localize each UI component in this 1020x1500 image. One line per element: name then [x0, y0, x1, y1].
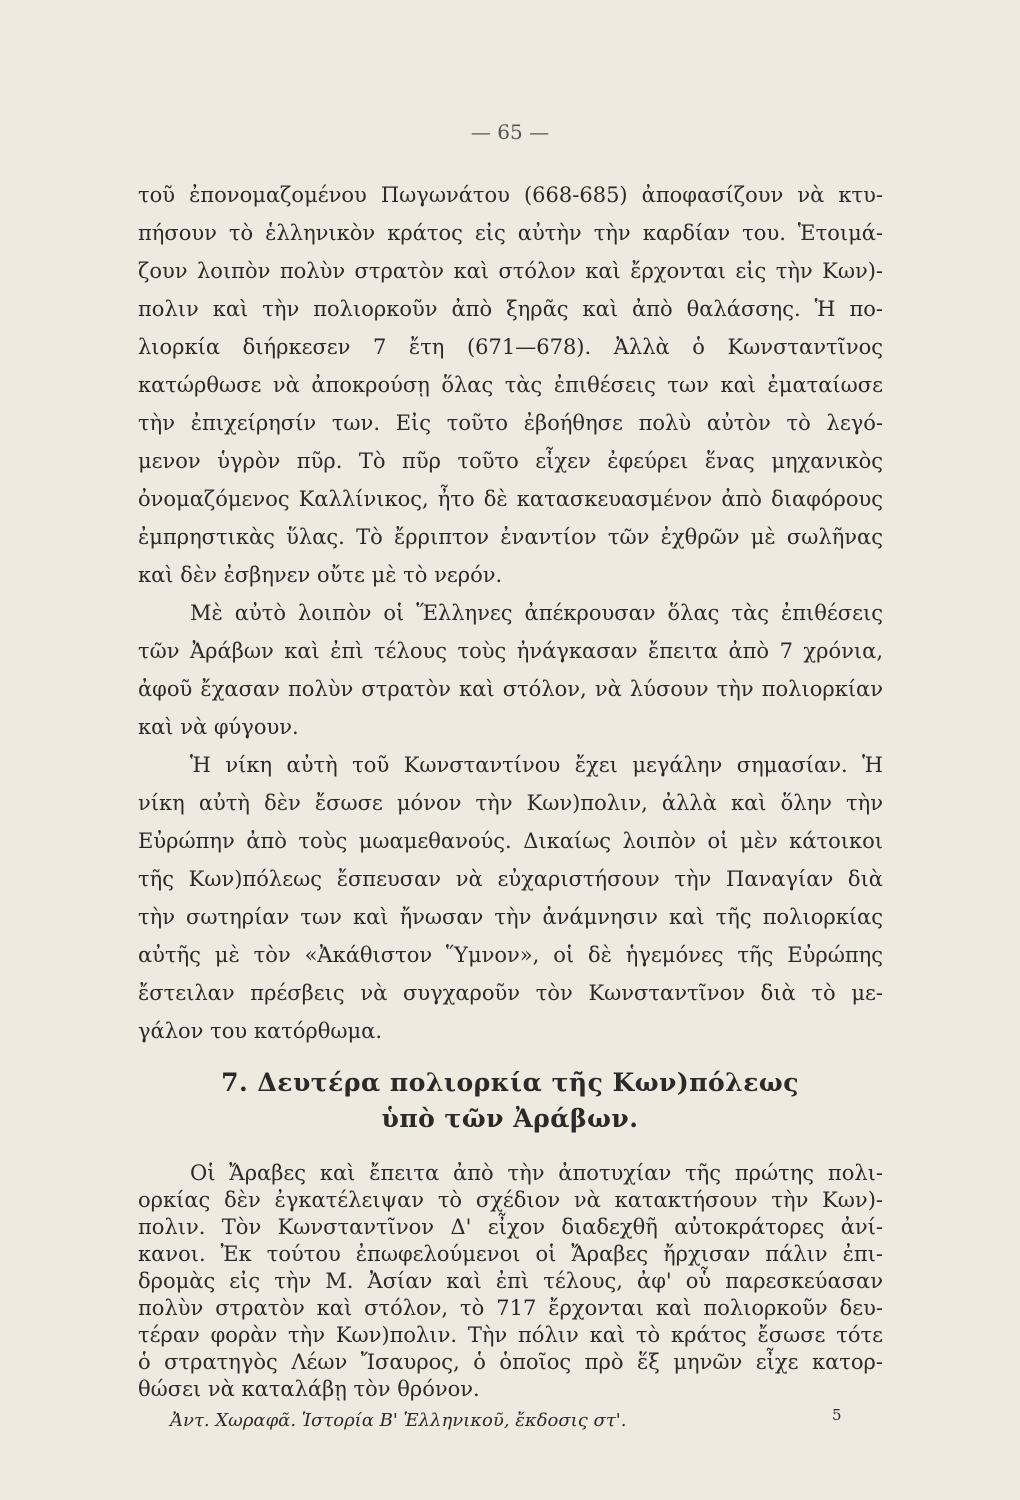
text-line: ὁ στρατηγὸς Λέων Ἴσαυρος, ὁ ὁποῖος πρὸ ἕξ μηνῶν εἶχε κατορ-	[138, 1350, 883, 1374]
text-line: ζουν λοιπὸν πολὺν στρατὸν καὶ στόλον καὶ ἔρχονται εἰς τὴν Κων)-	[138, 259, 883, 283]
text-line: καὶ δὲν ἐσβηνεν οὔτε μὲ τὸ νερόν.	[138, 563, 503, 587]
text-line: τῆς Κων)πόλεως ἔσπευσαν νὰ εὐχαριστήσουν τὴν Παναγίαν διὰ	[138, 867, 883, 891]
text-line: Ἡ νίκη αὐτὴ τοῦ Κωνσταντίνου ἔχει μεγάλην σημασίαν. Ἡ	[190, 753, 883, 777]
heading-line: 7. Δευτέρα πολιορκία τῆς Κων)πόλεως	[221, 1068, 799, 1097]
text-line: Μὲ αὐτὸ λοιπὸν οἱ Ἕλληνες ἀπέκρουσαν ὅλας τὰς ἐπιθέσεις	[190, 601, 883, 625]
text-line: γάλον του κατόρθωμα.	[138, 1019, 383, 1043]
text-line: καὶ νὰ φύγουν.	[138, 715, 299, 739]
text-line: ορκίας δὲν ἐγκατέλειψαν τὸ σχέδιον νὰ κατακτήσουν τὴν Κων)-	[138, 1188, 883, 1212]
text-line: τοῦ ἐπονομαζομένου Πωγωνάτου (668-685) ἀποφασίζουν νὰ κτυ-	[138, 183, 883, 207]
text-line: τέραν φορὰν τὴν Κων)πολιν. Τὴν πόλιν καὶ τὸ κράτος ἔσωσε τότε	[138, 1323, 883, 1347]
text-line: τὴν ἐπιχείρησίν των. Εἰς τοῦτο ἐβοήθησε πολὺ αὐτὸν τὸ λεγό-	[138, 411, 883, 435]
text-line: δρομὰς εἰς τὴν Μ. Ἀσίαν καὶ ἐπὶ τέλους, ἀφ' οὗ παρεσκεύασαν	[138, 1269, 883, 1293]
text-line: τῶν Ἀράβων καὶ ἐπὶ τέλους τοὺς ἠνάγκασαν ἔπειτα ἀπὸ 7 χρόνια,	[138, 639, 883, 663]
text-line: μενον ὑγρὸν πῦρ. Τὸ πῦρ τοῦτο εἶχεν ἐφεύρει ἕνας μηχανικὸς	[138, 449, 883, 473]
text-line: ἔστειλαν πρέσβεις νὰ συγχαροῦν τὸν Κωνσταντῖνον διὰ τὸ με-	[138, 981, 883, 1005]
text-line: ἀφοῦ ἔχασαν πολὺν στρατὸν καὶ στόλον, νὰ λύσουν τὴν πολιορκίαν	[138, 677, 883, 701]
text-line: πολὺν στρατὸν καὶ στόλον, τὸ 717 ἔρχονται καὶ πολιορκοῦν δευ-	[138, 1296, 883, 1320]
text-line: κατώρθωσε νὰ ἀποκρούσῃ ὅλας τὰς ἐπιθέσεις των καὶ ἐματαίωσε	[138, 373, 883, 397]
text-line: Οἱ Ἄραβες καὶ ἔπειτα ἀπὸ τὴν ἀποτυχίαν τῆς πρώτης πολι-	[190, 1161, 883, 1185]
page-number: — 65 —	[470, 120, 550, 144]
footer-citation: Ἀντ. Χωραφᾶ. Ἱστορία Β' Ἑλληνικοῦ, ἔκδοσις στ'.	[170, 1410, 627, 1431]
text-line: πολιν καὶ τὴν πολιορκοῦν ἀπὸ ξηρᾶς καὶ ἀπὸ θαλάσσης. Ἡ πο-	[138, 297, 883, 321]
text-line: θώσει νὰ καταλάβῃ τὸν θρόνον.	[138, 1377, 480, 1401]
text-line: αὐτῆς μὲ τὸν «Ἀκάθιστον Ὕμνον», οἱ δὲ ἡγεμόνες τῆς Εὐρώπης	[138, 943, 883, 967]
text-line: τὴν σωτηρίαν των καὶ ἤνωσαν τὴν ἀνάμνησιν καὶ τῆς πολιορκίας	[138, 905, 883, 929]
text-line: πήσουν τὸ ἑλληνικὸν κράτος εἰς αὐτὴν τὴν καρδίαν του. Ἑτοιμά-	[138, 221, 883, 245]
text-line: ἐμπρηστικὰς ὕλας. Τὸ ἔρριπτον ἐναντίον τῶν ἐχθρῶν μὲ σωλῆνας	[138, 525, 883, 549]
text-line: Εὐρώπην ἀπὸ τοὺς μωαμεθανούς. Δικαίως λοιπὸν οἱ μὲν κάτοικοι	[138, 829, 883, 853]
text-line: νίκη αὐτὴ δὲν ἔσωσε μόνον τὴν Κων)πολιν, ἀλλὰ καὶ ὅλην τὴν	[138, 791, 883, 815]
text-line: λιορκία διήρκεσεν 7 ἔτη (671—678). Ἀλλὰ ὁ Κωνσταντῖνος	[138, 335, 883, 359]
text-line: κανοι. Ἐκ τούτου ἐπωφελούμενοι οἱ Ἄραβες ἤρχισαν πάλιν ἐπι-	[138, 1242, 883, 1266]
text-line: ὀνομαζόμενος Καλλίνικος, ἦτο δὲ κατασκευασμένον ἀπὸ διαφόρους	[138, 487, 883, 511]
text-line: πολιν. Τὸν Κωνσταντῖνον Δ' εἶχον διαδεχθῆ αὐτοκράτορες ἀνί-	[138, 1215, 883, 1239]
signature-mark: 5	[832, 1406, 842, 1424]
heading-line: ὑπὸ τῶν Ἀράβων.	[381, 1104, 639, 1133]
